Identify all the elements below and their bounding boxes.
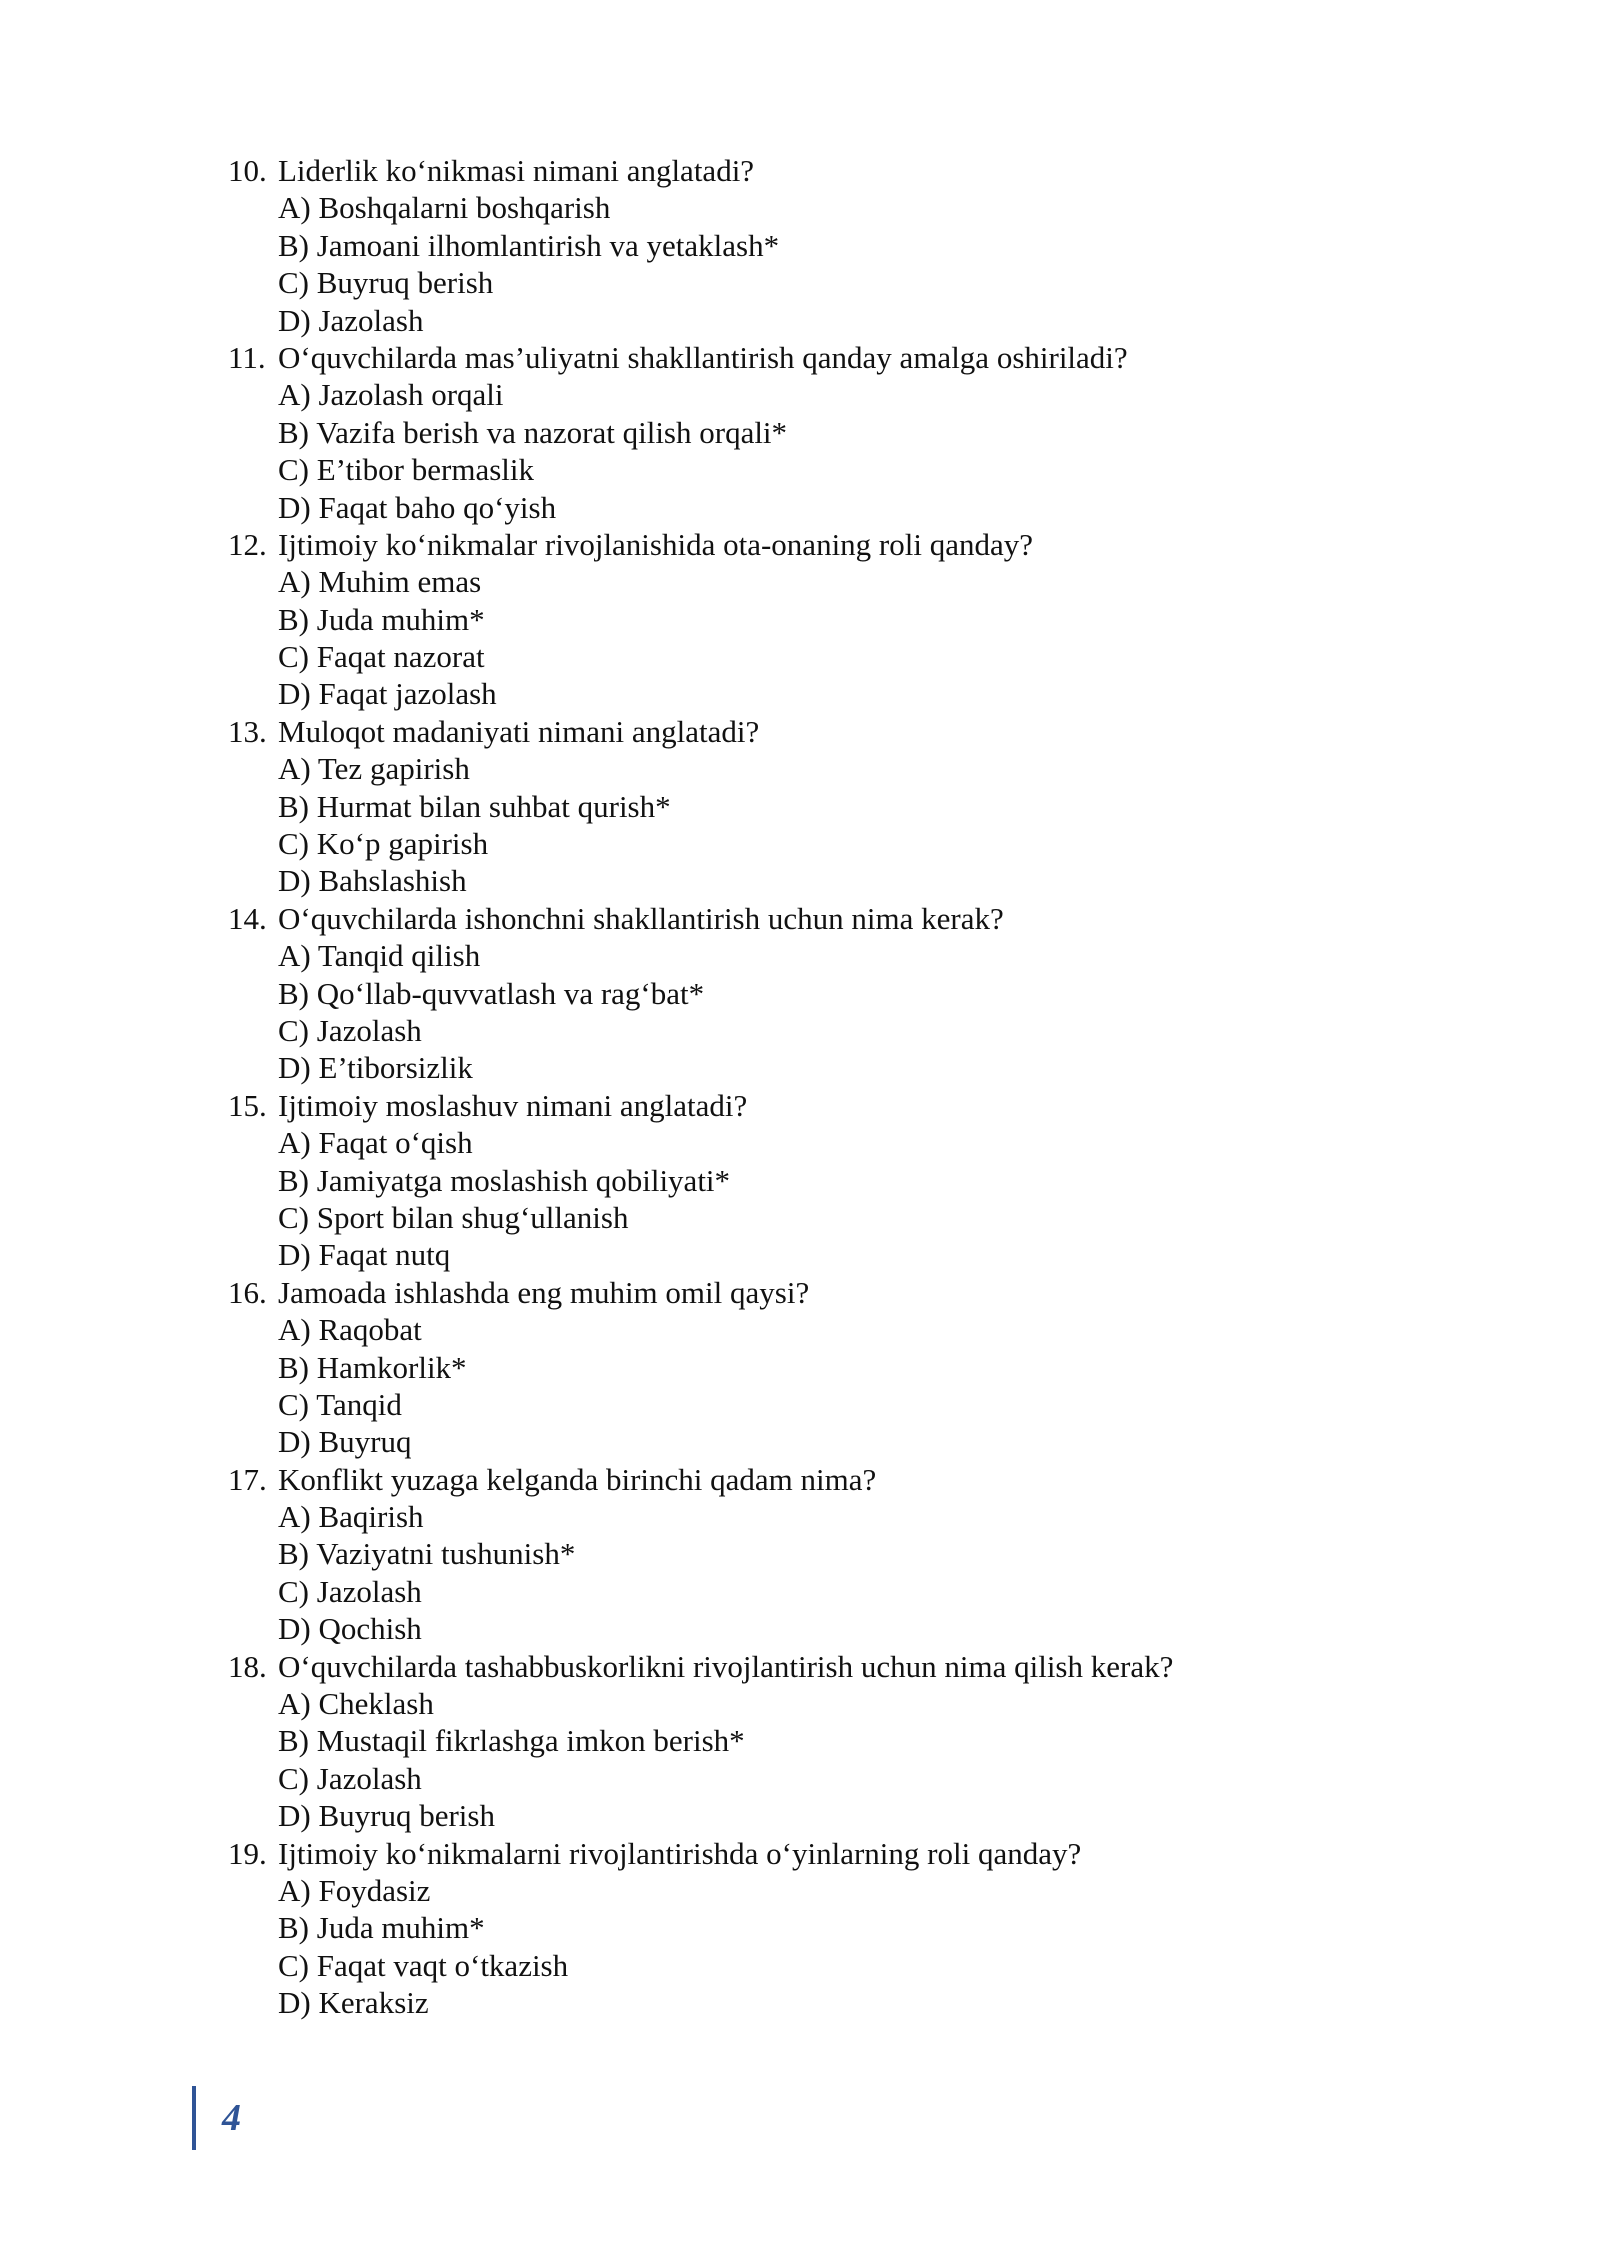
answer-option: C) Faqat vaqt o‘tkazish <box>278 1947 569 1983</box>
question-number: 15. <box>228 1087 267 1123</box>
answer-options <box>228 1872 1428 2022</box>
answer-option: C) E’tibor bermaslik <box>278 452 534 488</box>
question-number: 12. <box>228 526 267 562</box>
question-line <box>228 1648 1428 1685</box>
answer-option: C) Tanqid <box>278 1386 402 1422</box>
question-text: Ijtimoiy moslashuv nimani anglatadi? <box>278 1087 748 1123</box>
question-text: Jamoada ishlashda eng muhim omil qaysi? <box>278 1274 810 1310</box>
answer-option: D) Buyruq berish <box>278 1798 495 1834</box>
question-number: 18. <box>228 1648 267 1684</box>
answer-option: A) Tanqid qilish <box>278 938 481 974</box>
question-line <box>228 1274 1428 1311</box>
answer-option: B) Hamkorlik* <box>278 1349 467 1385</box>
question-number: 10. <box>228 153 267 188</box>
answer-option: B) Jamoani ilhomlantirish va yetaklash* <box>278 227 780 263</box>
question-text: Konflikt yuzaga kelganda birinchi qadam nima? <box>278 1461 877 1497</box>
question-line <box>228 1087 1428 1124</box>
question-block <box>228 339 1428 526</box>
answer-options <box>228 1311 1428 1461</box>
answer-options <box>228 750 1428 900</box>
answer-options <box>228 937 1428 1087</box>
answer-option: B) Hurmat bilan suhbat qurish* <box>278 788 671 824</box>
question-text: O‘quvchilarda ishonchni shakllantirish uchun nima kerak? <box>278 900 1004 936</box>
answer-option: D) Keraksiz <box>278 1985 429 2021</box>
answer-option: B) Qo‘llab-quvvatlash va rag‘bat* <box>278 975 705 1011</box>
question-text: O‘quvchilarda tashabbuskorlikni rivojlantirish uchun nima qilish kerak? <box>278 1648 1174 1684</box>
answer-option: A) Cheklash <box>278 1686 434 1722</box>
answer-option: D) Bahslashish <box>278 863 467 899</box>
question-block <box>228 1087 1428 1274</box>
question-line <box>228 713 1428 750</box>
question-text: Liderlik ko‘nikmasi nimani anglatadi? <box>278 153 755 188</box>
question-line <box>228 526 1428 563</box>
question-block <box>228 900 1428 1087</box>
answer-option: B) Vazifa berish va nazorat qilish orqali* <box>278 414 788 450</box>
question-text: O‘quvchilarda mas’uliyatni shakllantirish qanday amalga oshiriladi? <box>278 339 1128 375</box>
page-number: 4 <box>222 2097 241 2139</box>
question-line <box>228 1461 1428 1498</box>
answer-option: C) Sport bilan shug‘ullanish <box>278 1199 629 1235</box>
question-block <box>228 1461 1428 1648</box>
answer-option: C) Jazolash <box>278 1012 422 1048</box>
page-footer <box>192 2086 241 2150</box>
question-block <box>228 152 1428 339</box>
answer-option: A) Jazolash orqali <box>278 377 504 413</box>
answer-options <box>228 1124 1428 1274</box>
answer-option: D) Faqat nutq <box>278 1237 451 1273</box>
answer-option: A) Tez gapirish <box>278 751 470 787</box>
answer-option: A) Baqirish <box>278 1499 424 1535</box>
question-number: 13. <box>228 713 267 749</box>
answer-option: D) E’tiborsizlik <box>278 1050 473 1086</box>
question-block <box>228 713 1428 900</box>
question-number: 17. <box>228 1461 267 1497</box>
question-number: 16. <box>228 1274 267 1310</box>
question-line <box>228 900 1428 937</box>
answer-option: A) Muhim emas <box>278 564 482 600</box>
question-text: Ijtimoiy ko‘nikmalar rivojlanishida ota-onaning roli qanday? <box>278 526 1034 562</box>
answer-options <box>228 376 1428 526</box>
answer-option: C) Jazolash <box>278 1573 422 1609</box>
answer-option: D) Faqat baho qo‘yish <box>278 489 557 525</box>
question-block <box>228 526 1428 713</box>
answer-options <box>228 1685 1428 1835</box>
answer-option: D) Faqat jazolash <box>278 676 497 712</box>
answer-option: C) Jazolash <box>278 1760 422 1796</box>
answer-option: A) Foydasiz <box>278 1872 431 1908</box>
answer-options <box>228 1498 1428 1648</box>
answer-option: B) Jamiyatga moslashish qobiliyati* <box>278 1162 731 1198</box>
question-block <box>228 1274 1428 1461</box>
answer-option: A) Faqat o‘qish <box>278 1125 473 1161</box>
question-block <box>228 1648 1428 1835</box>
answer-option: C) Faqat nazorat <box>278 639 485 675</box>
question-line <box>228 152 1428 189</box>
question-text: Ijtimoiy ko‘nikmalarni rivojlantirishda o‘yinlarning roli qanday? <box>278 1835 1082 1871</box>
question-number: 14. <box>228 900 267 936</box>
question-block <box>228 1835 1428 2022</box>
answer-option: A) Raqobat <box>278 1312 422 1348</box>
question-line <box>228 339 1428 376</box>
answer-option: C) Ko‘p gapirish <box>278 826 489 862</box>
answer-option: D) Buyruq <box>278 1424 412 1460</box>
answer-options <box>228 189 1428 339</box>
answer-option: D) Qochish <box>278 1611 422 1647</box>
answer-option: B) Mustaqil fikrlashga imkon berish* <box>278 1723 745 1759</box>
question-text: Muloqot madaniyati nimani anglatadi? <box>278 713 760 749</box>
answer-option: C) Buyruq berish <box>278 265 494 301</box>
answer-option: B) Juda muhim* <box>278 1910 485 1946</box>
answer-options <box>228 563 1428 713</box>
answer-option: B) Juda muhim* <box>278 601 485 637</box>
question-number: 11. <box>228 339 266 375</box>
question-list <box>228 152 1428 2022</box>
answer-option: D) Jazolash <box>278 302 424 338</box>
answer-option: A) Boshqalarni boshqarish <box>278 190 611 226</box>
question-line <box>228 1835 1428 1872</box>
footer-accent-bar <box>192 2086 196 2150</box>
question-number: 19. <box>228 1835 267 1871</box>
answer-option: B) Vaziyatni tushunish* <box>278 1536 576 1572</box>
